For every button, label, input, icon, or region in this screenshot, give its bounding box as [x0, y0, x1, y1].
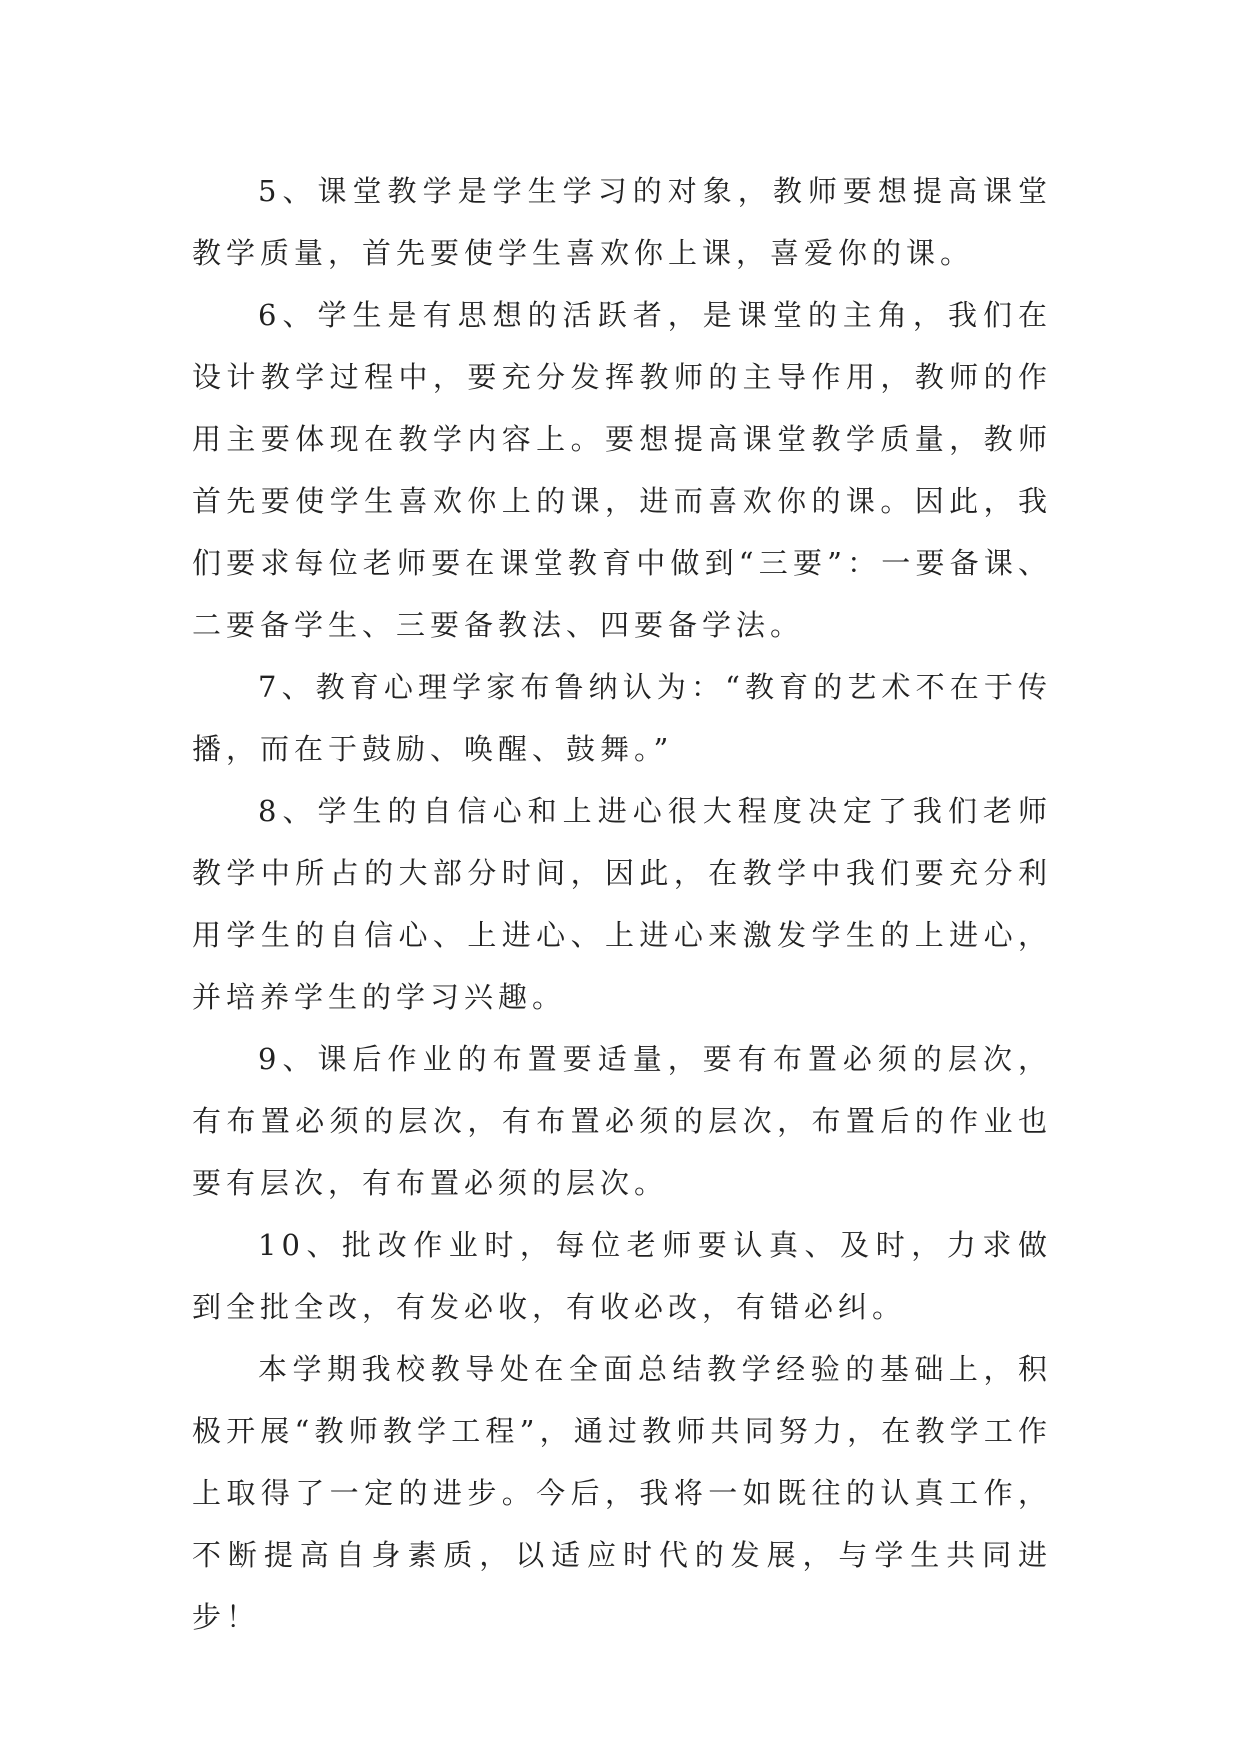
document-body [192, 160, 1052, 1648]
paragraph-item-5: 5、课堂教学是学生学习的对象，教师要想提高课堂教学质量，首先要使学生喜欢你上课，喜爱你的课。 [192, 174, 1052, 270]
paragraph-item-9: 9、课后作业的布置要适量，要有布置必须的层次，有布置必须的层次，有布置必须的层次，布置后的作业也要有层次，有布置必须的层次。 [192, 1042, 1052, 1200]
paragraph-item-6: 6、学生是有思想的活跃者，是课堂的主角，我们在设计教学过程中，要充分发挥教师的主导作用，教师的作用主要体现在教学内容上。要想提高课堂教学质量，教师首先要使学生喜欢你上的课，进而喜欢你的课。因此，我们要求每位老师要在课堂教育中做到“三要”：一要备课、二要备学生、三要备教法、四要备学法。 [192, 298, 1052, 642]
paragraph-item-8: 8、学生的自信心和上进心很大程度决定了我们老师教学中所占的大部分时间，因此，在教学中我们要充分利用学生的自信心、上进心、上进心来激发学生的上进心，并培养学生的学习兴趣。 [192, 794, 1052, 1014]
paragraph-item-7: 7、教育心理学家布鲁纳认为：“教育的艺术不在于传播，而在于鼓励、唤醒、鼓舞。” [192, 670, 1052, 766]
paragraph-summary: 本学期我校教导处在全面总结教学经验的基础上，积极开展“教师教学工程”，通过教师共同努力，在教学工作上取得了一定的进步。今后，我将一如既往的认真工作，不断提高自身素质，以适应时代的发展，与学生共同进步！ [192, 1352, 1052, 1634]
paragraph-item-10: 10、批改作业时，每位老师要认真、及时，力求做到全批全改，有发必收，有收必改，有错必纠。 [192, 1228, 1052, 1324]
